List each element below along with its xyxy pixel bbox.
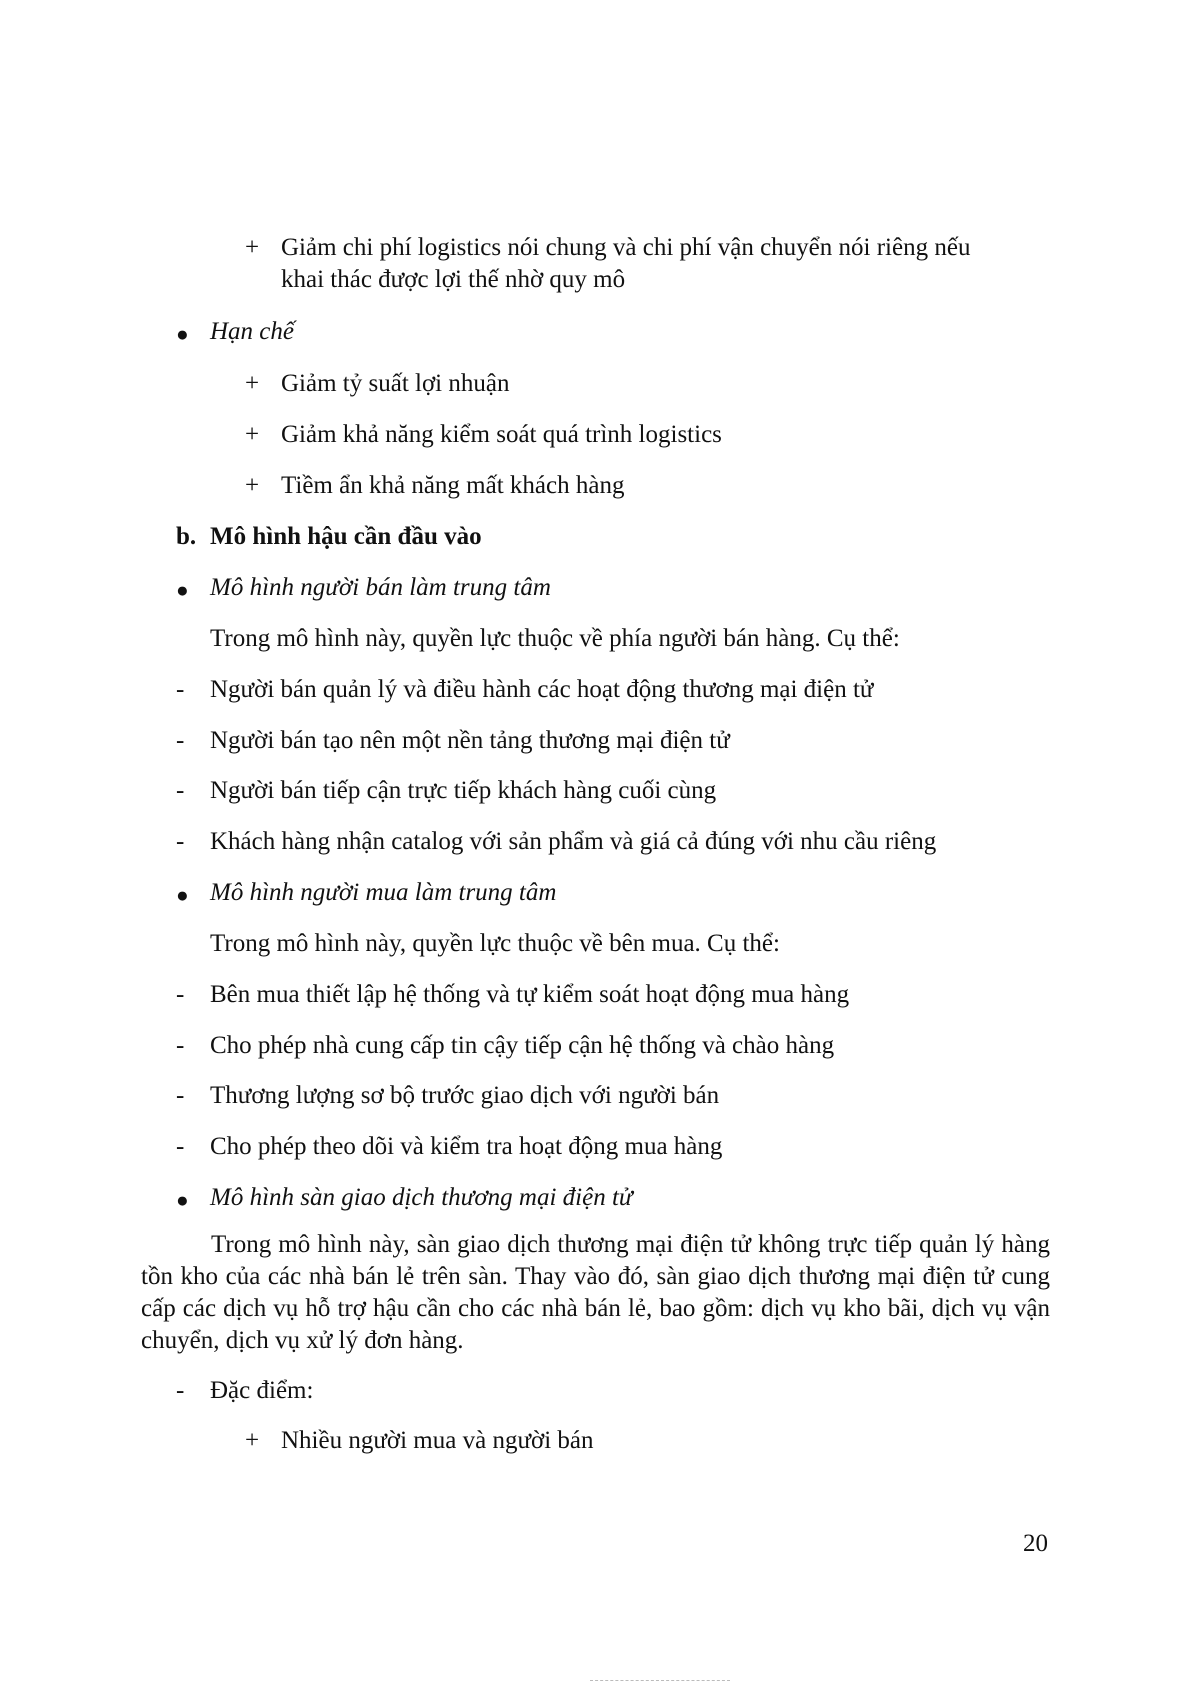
bullet-dot-icon: ● bbox=[176, 322, 189, 346]
bottom-divider bbox=[590, 1680, 730, 1681]
dash-marker: - bbox=[176, 1377, 185, 1404]
buyer-model-item: Cho phép nhà cung cấp tin cậy tiếp cận hệ thống và chào hàng bbox=[210, 1032, 835, 1059]
limitation-item: Giảm khả năng kiểm soát quá trình logistics bbox=[281, 421, 722, 448]
advantage-item-line-1: Giảm chi phí logistics nói chung và chi phí vận chuyển nói riêng nếu bbox=[281, 234, 971, 261]
dash-marker: - bbox=[176, 1082, 185, 1109]
feature-item: Nhiều người mua và người bán bbox=[281, 1427, 594, 1454]
plus-marker: + bbox=[245, 370, 260, 397]
plus-marker: + bbox=[245, 421, 260, 448]
buyer-model-item: Bên mua thiết lập hệ thống và tự kiểm soát hoạt động mua hàng bbox=[210, 981, 850, 1008]
seller-model-item: Người bán tiếp cận trực tiếp khách hàng cuối cùng bbox=[210, 777, 717, 804]
bullet-dot-icon: ● bbox=[176, 883, 189, 907]
seller-model-intro: Trong mô hình này, quyền lực thuộc về phía người bán hàng. Cụ thể: bbox=[210, 625, 900, 652]
section-label: b. bbox=[176, 523, 197, 550]
section-title: Mô hình hậu cần đầu vào bbox=[210, 523, 482, 550]
marketplace-paragraph bbox=[141, 1229, 1050, 1357]
seller-model-item: Khách hàng nhận catalog với sản phẩm và giá cả đúng với nhu cầu riêng bbox=[210, 828, 937, 855]
dash-marker: - bbox=[176, 777, 185, 804]
buyer-model-item: Thương lượng sơ bộ trước giao dịch với người bán bbox=[210, 1082, 720, 1109]
dash-marker: - bbox=[176, 727, 185, 754]
seller-model-item: Người bán tạo nên một nền tảng thương mại điện tử bbox=[210, 727, 730, 754]
buyer-model-item: Cho phép theo dõi và kiểm tra hoạt động mua hàng bbox=[210, 1133, 723, 1160]
limitation-item: Giảm tỷ suất lợi nhuận bbox=[281, 370, 510, 397]
buyer-model-heading: Mô hình người mua làm trung tâm bbox=[210, 879, 557, 906]
marketplace-model-heading: Mô hình sàn giao dịch thương mại điện tử bbox=[210, 1184, 633, 1211]
marketplace-paragraph-text: Trong mô hình này, sàn giao dịch thương mại điện tử không trực tiếp quản lý hàng tồn kho của các nhà bán lẻ trên sàn. Thay vào đó, sàn giao dịch thương mại điện tử cung cấp các dịch vụ hỗ trợ hậu cần cho các nhà bán lẻ, bao gồm: dịch vụ kho bãi, dịch vụ vận chuyển, dịch vụ xử lý đơn hàng. bbox=[141, 1231, 1050, 1354]
seller-model-item: Người bán quản lý và điều hành các hoạt động thương mại điện tử bbox=[210, 676, 874, 703]
buyer-model-intro: Trong mô hình này, quyền lực thuộc về bên mua. Cụ thể: bbox=[210, 930, 780, 957]
dash-marker: - bbox=[176, 1032, 185, 1059]
dash-marker: - bbox=[176, 981, 185, 1008]
advantage-item-line-2: khai thác được lợi thế nhờ quy mô bbox=[281, 266, 626, 293]
plus-marker: + bbox=[245, 472, 260, 499]
seller-model-heading: Mô hình người bán làm trung tâm bbox=[210, 574, 551, 601]
plus-marker: + bbox=[245, 1427, 260, 1454]
bullet-dot-icon: ● bbox=[176, 578, 189, 602]
page-number: 20 bbox=[1023, 1530, 1048, 1557]
bullet-dot-icon: ● bbox=[176, 1188, 189, 1212]
dash-marker: - bbox=[176, 676, 185, 703]
limitations-heading: Hạn chế bbox=[210, 318, 294, 345]
features-label: Đặc điểm: bbox=[210, 1377, 314, 1404]
dash-marker: - bbox=[176, 1133, 185, 1160]
dash-marker: - bbox=[176, 828, 185, 855]
limitation-item: Tiềm ẩn khả năng mất khách hàng bbox=[281, 472, 625, 499]
plus-marker: + bbox=[245, 234, 260, 261]
